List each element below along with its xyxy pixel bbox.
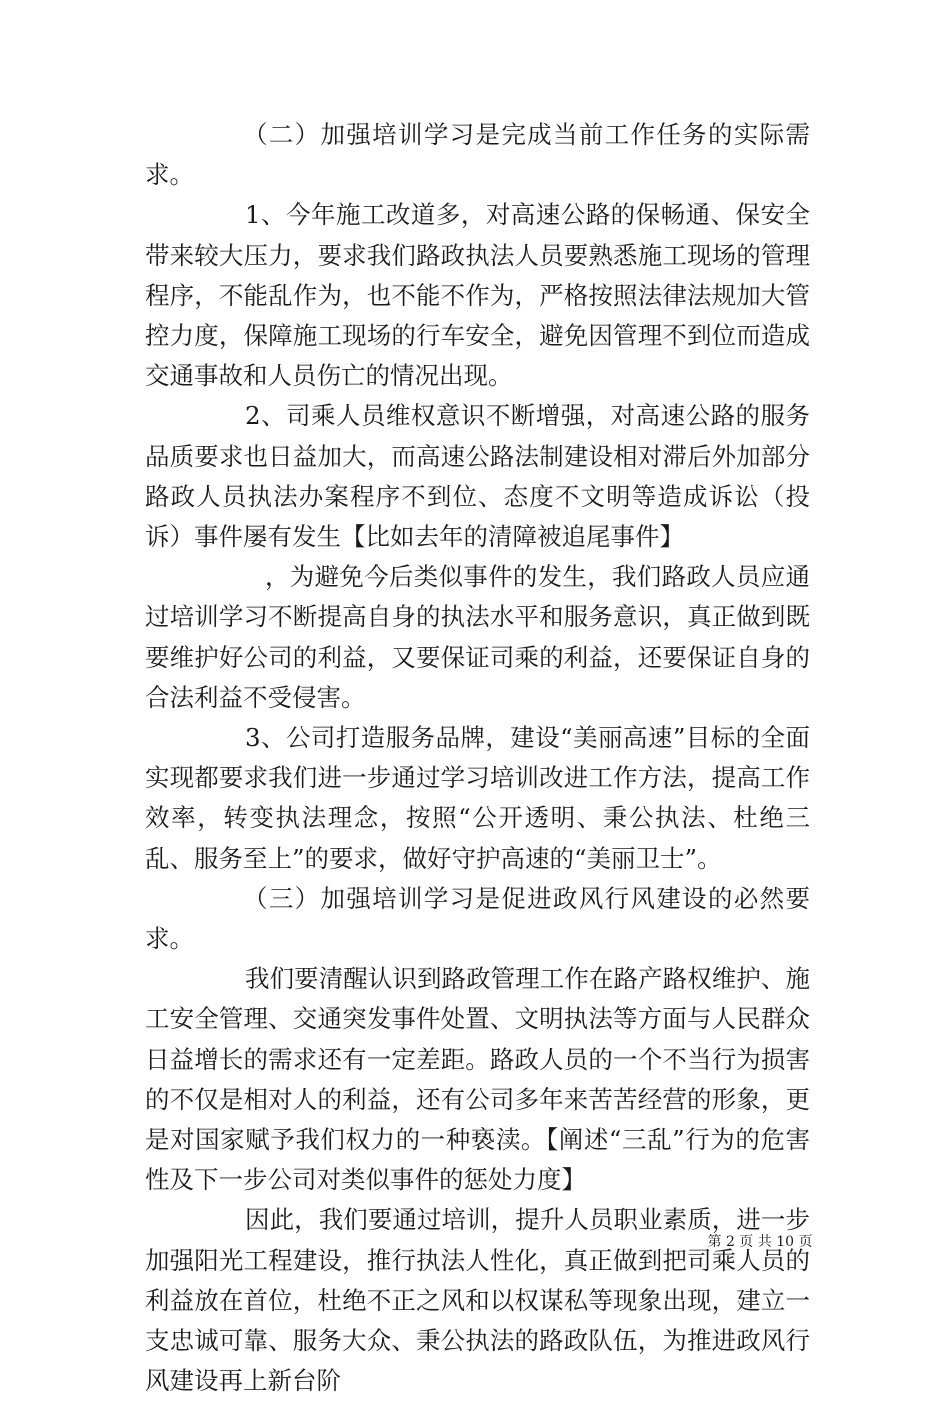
paragraph-body-2: 因此，我们要通过培训，提升人员职业素质，进一步加强阳光工程建设，推行执法人性化，真正做到把司乘人员的利益放在首位，杜绝不正之风和以权谋私等现象出现，建立一支忠诚可靠、服务大众、秉公执法的路政队伍，为推进政风行风建设再上新台阶 bbox=[145, 1205, 810, 1396]
paragraph-body-1: 我们要清醒认识到路政管理工作在路产路权维护、施工安全管理、交通突发事件处置、文明执法等方面与人民群众日益增长的需求还有一定差距。路政人员的一个不当行为损害的不仅是相对人的利益，还有公司多年来苦苦经营的形象，更是对国家赋予我们权力的一种亵渎。【阐述“三乱”行为的危害性及下一步公司对类似事件的惩处力度】 bbox=[145, 964, 810, 1195]
paragraph-item-2: 2、司乘人员维权意识不断增强，对高速公路的服务品质要求也日益加大，而高速公路法制建设相对滞后外加部分路政人员执法办案程序不到位、态度不文明等造成诉讼（投诉）事件屡有发生【比如去年的清障被追尾事件】 bbox=[145, 401, 810, 552]
paragraph-item-2-continuation: ，为避免今后类似事件的发生，我们路政人员应通过培训学习不断提高自身的执法水平和服务意识，真正做到既要维护好公司的利益，又要保证司乘的利益，还要保证自身的合法利益不受侵害。 bbox=[145, 562, 810, 712]
section-heading-2: （二）加强培训学习是完成当前工作任务的实际需求。 bbox=[145, 120, 810, 190]
section-heading-3: （三）加强培训学习是促进政风行风建设的必然要求。 bbox=[145, 883, 810, 954]
document-body bbox=[145, 115, 810, 1402]
paragraph-item-1: 1、今年施工改道多，对高速公路的保畅通、保安全带来较大压力，要求我们路政执法人员要熟悉施工现场的管理程序，不能乱作为，也不能不作为，严格按照法律法规加大管控力度，保障施工现场的行车安全，避免因管理不到位而造成交通事故和人员伤亡的情况出现。 bbox=[145, 200, 810, 391]
paragraph-item-3: 3、公司打造服务品牌，建设“美丽高速”目标的全面实现都要求我们进一步通过学习培训改进工作方法，提高工作效率，转变执法理念，按照“公开透明、秉公执法、杜绝三乱、服务至上”的要求，做好守护高速的“美丽卫士”。 bbox=[145, 723, 810, 873]
page-number: 第 2 页 共 10 页 bbox=[707, 1234, 813, 1250]
